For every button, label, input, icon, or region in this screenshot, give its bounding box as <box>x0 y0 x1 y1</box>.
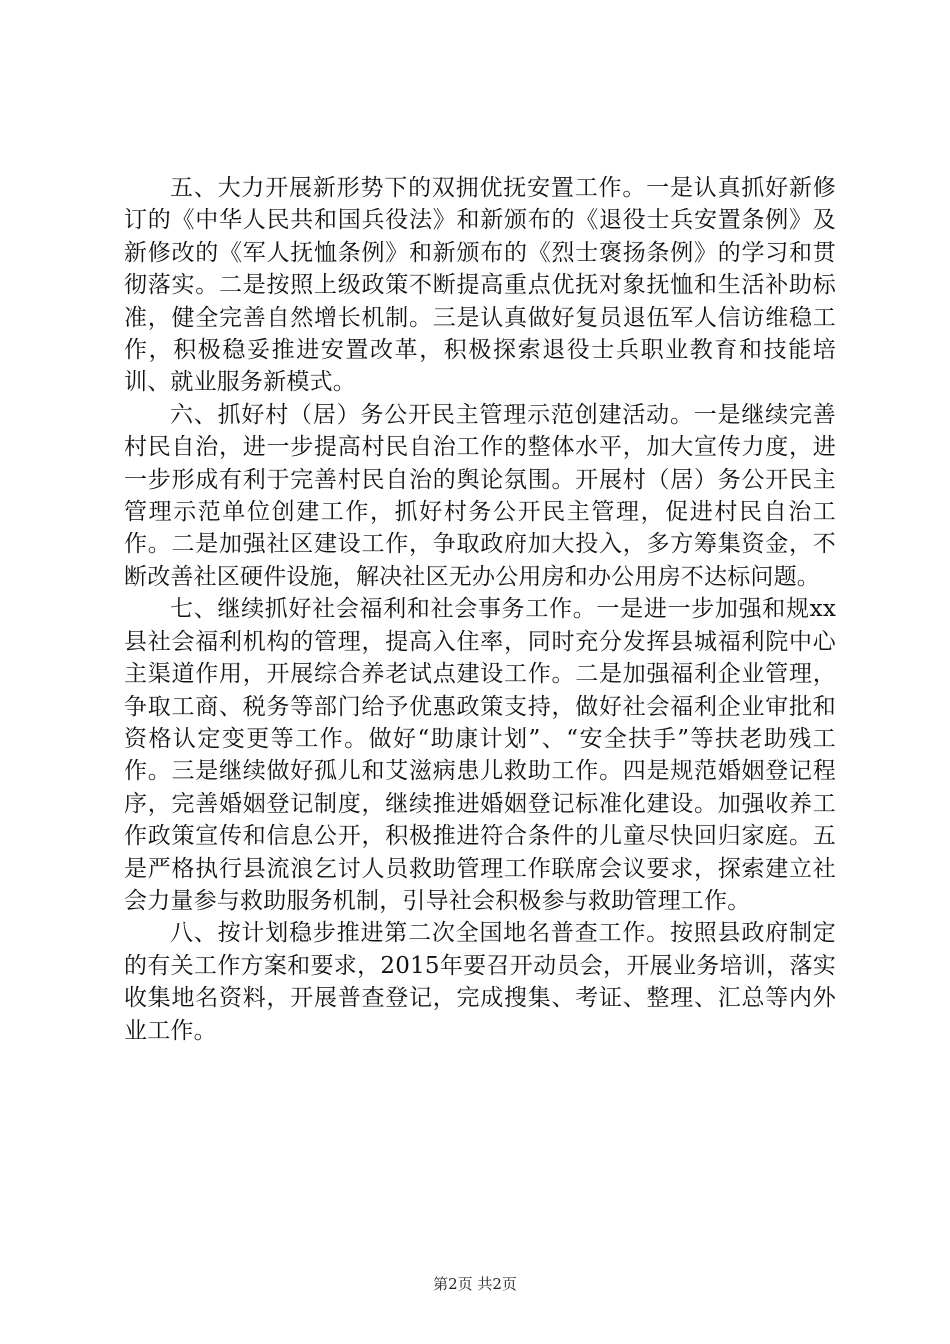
paragraph-5-veterans-work: 五、大力开展新形势下的双拥优抚安置工作。一是认真抓好新修订的《中华人民共和国兵役法》和新颁布的《退役士兵安置条例》及新修改的《军人抚恤条例》和新颁布的《烈士褒扬条例》的学习和贯彻落实。二是按照上级政策不断提高重点优抚对象抚恤和生活补助标准，健全完善自然增长机制。三是认真做好复员退伍军人信访维稳工作，积极稳妥推进安置改革，积极探索退役士兵职业教育和技能培训、就业服务新模式。 <box>124 175 836 396</box>
paragraph-8-place-name-census: 八、按计划稳步推进第二次全国地名普查工作。按照县政府制定的有关工作方案和要求，2015年要召开动员会，开展业务培训，落实收集地名资料，开展普查登记，完成搜集、考证、整理、汇总等内外业工作。 <box>124 920 836 1044</box>
document-body <box>124 172 836 1047</box>
paragraph-6-village-affairs: 六、抓好村（居）务公开民主管理示范创建活动。一是继续完善村民自治，进一步提高村民自治工作的整体水平，加大宣传力度，进一步形成有利于完善村民自治的舆论氛围。开展村（居）务公开民主管理示范单位创建工作，抓好村务公开民主管理，促进村民自治工作。二是加强社区建设工作，争取政府加大投入，多方筹集资金，不断改善社区硬件设施，解决社区无办公用房和办公用房不达标问题。 <box>124 401 836 590</box>
page-number-footer: 第2页 共2页 <box>433 1275 517 1293</box>
paragraph-7-social-welfare: 七、继续抓好社会福利和社会事务工作。一是进一步加强和规xx县社会福利机构的管理，提高入住率，同时充分发挥县城福利院中心主渠道作用，开展综合养老试点建设工作。二是加强福利企业管理，争取工商、税务等部门给予优惠政策支持，做好社会福利企业审批和资格认定变更等工作。做好“助康计划”、“安全扶手”等扶老助残工作。三是继续做好孤儿和艾滋病患儿救助工作。四是规范婚姻登记程序，完善婚姻登记制度，继续推进婚姻登记标准化建设。加强收养工作政策宣传和信息公开，积极推进符合条件的儿童尽快回归家庭。五是严格执行县流浪乞讨人员救助管理工作联席会议要求，探索建立社会力量参与救助服务机制，引导社会积极参与救助管理工作。 <box>124 596 836 914</box>
